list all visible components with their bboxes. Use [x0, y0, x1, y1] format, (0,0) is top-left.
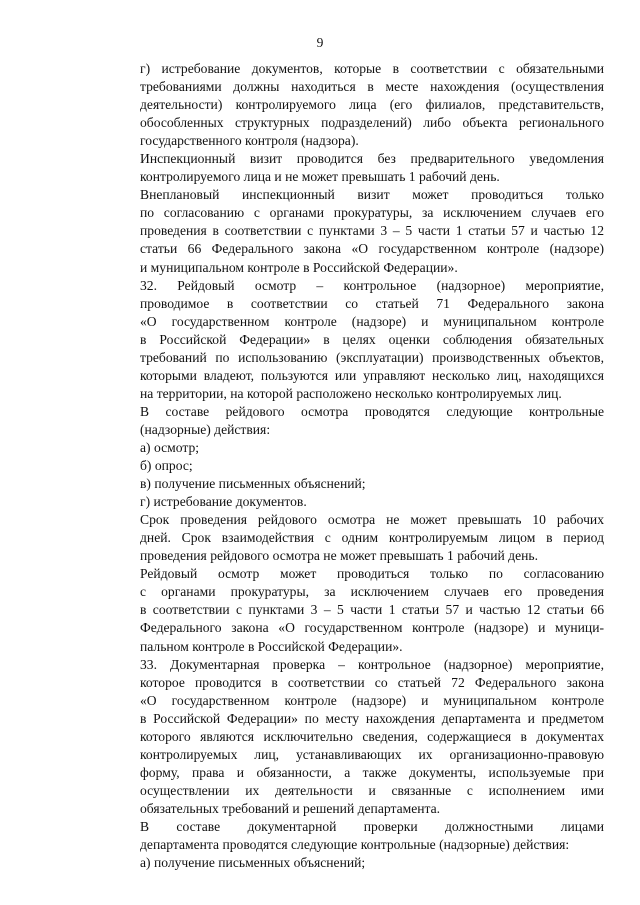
paragraph-inspection-item-g [104, 60, 604, 150]
text-line: Срок проведения рейдового осмотра не может превышать 10 рабочих [140, 512, 604, 528]
text-line: в соответствии с пунктами 3 – 5 части 1 статьи 57 и частью 12 статьи 66 [140, 602, 604, 618]
text-line: которыми владеют, пользуются или управляют несколько лиц, находящихся [140, 367, 604, 383]
text-line: «О государственном контроле (надзоре) и муниципальном контроле [140, 692, 604, 708]
list-item: а) осмотр; [140, 439, 200, 455]
document-body [104, 60, 604, 872]
paragraph-raid-term [104, 511, 604, 565]
text-line: 33. Документарная проверка – контрольное (надзорное) мероприятие, [140, 656, 604, 672]
text-line: Рейдовый осмотр может проводиться только по согласованию [140, 566, 604, 582]
text-line: обязательных требований и решений департамента. [140, 800, 441, 816]
list-item: а) получение письменных объяснений; [140, 855, 366, 871]
text-line: осуществлении их деятельности и связанные с исполнением ими [140, 782, 604, 798]
text-line: форму, права и обязанности, а также документы, используемые при [140, 764, 604, 780]
page-number: 9 [316, 35, 324, 50]
text-line: по согласованию с органами прокуратуры, за исключением случаев его [140, 205, 604, 221]
text-line: проведения в соответствии с пунктами 3 – 5 части 1 статьи 57 и частью 12 [140, 223, 604, 239]
text-line: «О государственном контроле (надзоре) и муниципальном контроле [140, 313, 604, 329]
text-line: г) истребование документов, которые в соответствии с обязательными [140, 61, 604, 76]
text-line: Внеплановый инспекционный визит может проводиться только [140, 187, 604, 203]
text-line: контролируемых лиц, устанавливающих их организационно-правовую [140, 746, 604, 762]
text-line: обособленных структурных подразделений) либо объекта регионального [140, 115, 604, 131]
text-line: деятельности) контролируемого лица (его филиалов, представительств, [140, 97, 604, 113]
documentary-actions-list [104, 854, 604, 872]
text-line: В составе документарной проверки должностными лицами [140, 818, 604, 834]
paragraph-item-33-documentary-check [104, 656, 604, 818]
text-line: (надзорные) действия: [140, 421, 271, 437]
paragraph-raid-actions-intro [104, 403, 604, 439]
text-line: с органами прокуратуры, за исключением случаев его проведения [140, 584, 604, 600]
text-line: государственного контроля (надзора). [140, 133, 359, 149]
text-line: на территории, на которой расположено несколько контролируемых лиц. [140, 385, 562, 401]
list-item: б) опрос; [140, 458, 193, 474]
text-line: проводимое в соответствии со статьей 71 Федерального закона [140, 295, 604, 311]
text-line: в Российской Федерации» в целях оценки соблюдения обязательных [140, 331, 604, 347]
text-line: статьи 66 Федерального закона «О государственном контроле (надзоре) [140, 241, 604, 257]
text-line: которого являются исключительно сведения, содержащиеся в документах [140, 728, 604, 744]
text-line: контролируемого лица и не может превышать 1 рабочий день. [140, 169, 500, 185]
text-line: проведения рейдового осмотра не может превышать 1 рабочий день. [140, 548, 539, 564]
paragraph-unscheduled-visit [104, 186, 604, 276]
text-line: В составе рейдового осмотра проводятся следующие контрольные [140, 403, 604, 419]
raid-actions-list [104, 439, 604, 511]
text-line: требований по использованию (эксплуатации) производственных объектов, [140, 349, 604, 365]
list-item: в) получение письменных объяснений; [140, 476, 366, 492]
text-line: требованиями должны находиться в месте нахождения (осуществления [140, 79, 604, 95]
text-line: которое проводится в соответствии со статьей 72 Федерального закона [140, 674, 604, 690]
text-line: и муниципальном контроле в Российской Федерации». [140, 259, 458, 275]
list-item: г) истребование документов. [140, 494, 307, 510]
paragraph-raid-coordination [104, 565, 604, 655]
text-line: в Российской Федерации» по месту нахождения департамента и предметом [140, 710, 604, 726]
text-line: дней. Срок взаимодействия с одним контролируемым лицом в период [140, 530, 604, 546]
text-line: Федерального закона «О государственном контроле (надзоре) и муници- [140, 620, 604, 636]
text-line: 32. Рейдовый осмотр – контрольное (надзорное) мероприятие, [140, 277, 604, 293]
text-line: Инспекционный визит проводится без предварительного уведомления [140, 151, 604, 167]
paragraph-inspection-visit-notice [104, 150, 604, 186]
paragraph-documentary-actions-intro [104, 818, 604, 854]
text-line: департамента проводятся следующие контрольные (надзорные) действия: [140, 837, 570, 853]
paragraph-item-32-raid-inspection [104, 277, 604, 403]
text-line: пальном контроле в Российской Федерации». [140, 638, 403, 654]
